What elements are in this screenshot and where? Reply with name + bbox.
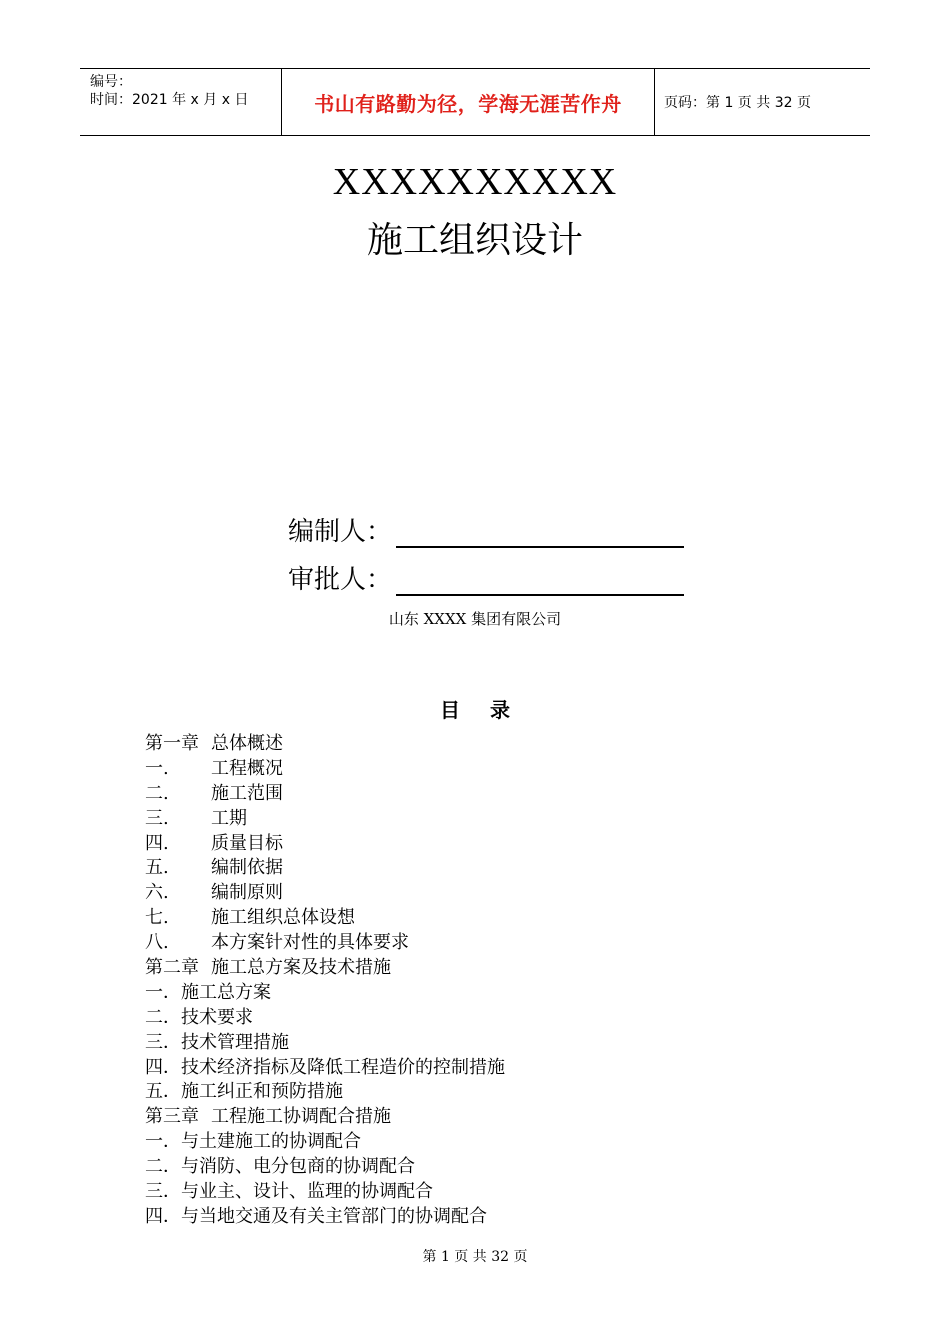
toc-item-number: 第二章 xyxy=(145,957,199,979)
toc-item[interactable] xyxy=(145,1180,505,1205)
toc-item-number: 一． xyxy=(145,981,181,1003)
toc-item-number: 三. xyxy=(145,807,169,829)
toc-item-number: 八. xyxy=(145,932,169,954)
toc-item-number: 一． xyxy=(145,1131,181,1153)
toc-item-number: 四． xyxy=(145,1205,181,1227)
toc-item-number: 二． xyxy=(145,1156,181,1178)
toc-item-text: 与消防、电分包商的协调配合 xyxy=(181,1156,415,1178)
toc-item[interactable] xyxy=(145,956,505,981)
toc-heading: 目录 xyxy=(440,698,540,722)
page-footer: 第 1 页 共 32 页 xyxy=(422,1249,528,1265)
header-page-cell xyxy=(655,69,870,135)
toc-item[interactable] xyxy=(145,732,505,757)
toc-item-text: 技术管理措施 xyxy=(181,1031,289,1053)
toc-item-text: 质量目标 xyxy=(211,832,283,854)
document-title: 施工组织设计 xyxy=(366,220,583,261)
header-info-cell xyxy=(80,69,282,135)
approver-signature-line xyxy=(396,564,684,596)
toc-item-number: 七. xyxy=(145,907,169,929)
toc-item-text: 编制依据 xyxy=(211,857,283,879)
table-of-contents xyxy=(145,732,505,1230)
toc-item-text: 工程概况 xyxy=(211,757,283,779)
toc-item-number: 二. xyxy=(145,782,169,804)
approver-label: 审批人： xyxy=(288,565,393,595)
toc-item-number: 一. xyxy=(145,757,169,779)
compiler-row xyxy=(288,508,684,548)
document-code: XXXXXXXXXX xyxy=(332,161,618,203)
header-table xyxy=(80,68,870,136)
approver-row xyxy=(288,556,684,596)
toc-item-text: 本方案针对性的具体要求 xyxy=(211,932,409,954)
toc-item-text: 工程施工协调配合措施 xyxy=(211,1106,391,1128)
toc-item-text: 施工总方案 xyxy=(181,981,271,1003)
toc-item-text: 编制原则 xyxy=(211,882,283,904)
toc-item[interactable] xyxy=(145,1056,505,1081)
toc-item-number: 第三章 xyxy=(145,1106,199,1128)
toc-item-text: 技术要求 xyxy=(181,1006,253,1028)
toc-item[interactable] xyxy=(145,782,505,807)
toc-item-number: 五． xyxy=(145,1081,181,1103)
toc-item[interactable] xyxy=(145,981,505,1006)
toc-item-number: 四． xyxy=(145,1056,181,1078)
toc-item[interactable] xyxy=(145,1080,505,1105)
toc-item-number: 四. xyxy=(145,832,169,854)
toc-item[interactable] xyxy=(145,807,505,832)
compiler-label: 编制人： xyxy=(288,517,393,547)
number-label: 编号： xyxy=(90,74,132,90)
toc-item[interactable] xyxy=(145,856,505,881)
toc-item-text: 工期 xyxy=(211,807,247,829)
compiler-signature-line xyxy=(396,516,684,548)
toc-item[interactable] xyxy=(145,1155,505,1180)
toc-item[interactable] xyxy=(145,757,505,782)
toc-item-text: 施工总方案及技术措施 xyxy=(211,957,391,979)
motto-text: 书山有路勤为径，学海无涯苦作舟 xyxy=(314,91,622,116)
toc-item[interactable] xyxy=(145,881,505,906)
toc-item[interactable] xyxy=(145,1006,505,1031)
toc-item-text: 与当地交通及有关主管部门的协调配合 xyxy=(181,1205,487,1227)
toc-item-text: 施工组织总体设想 xyxy=(211,907,355,929)
toc-item[interactable] xyxy=(145,832,505,857)
toc-item-text: 总体概述 xyxy=(211,733,283,754)
toc-item[interactable] xyxy=(145,1031,505,1056)
header-motto-cell xyxy=(282,69,655,135)
toc-item-number: 六. xyxy=(145,882,169,904)
toc-item-number: 第一章 xyxy=(145,733,199,754)
toc-item[interactable] xyxy=(145,906,505,931)
toc-item[interactable] xyxy=(145,1105,505,1130)
toc-item-number: 三． xyxy=(145,1181,181,1203)
toc-item-text: 与业主、设计、监理的协调配合 xyxy=(181,1181,433,1203)
toc-item-text: 与土建施工的协调配合 xyxy=(181,1131,361,1153)
toc-item[interactable] xyxy=(145,1205,505,1230)
toc-item-number: 三． xyxy=(145,1031,181,1053)
toc-item-text: 施工范围 xyxy=(211,782,283,804)
toc-item-number: 二． xyxy=(145,1006,181,1028)
toc-item-text: 技术经济指标及降低工程造价的控制措施 xyxy=(181,1056,505,1078)
toc-item-text: 施工纠正和预防措施 xyxy=(181,1081,343,1103)
time-label: 时间：2021 年 x 月 x 日 xyxy=(90,92,249,108)
page-info: 页码：第 1 页 共 32 页 xyxy=(664,95,811,111)
toc-item[interactable] xyxy=(145,931,505,956)
company-name: 山东 XXXX 集团有限公司 xyxy=(388,610,562,628)
toc-item[interactable] xyxy=(145,1130,505,1155)
toc-item-number: 五. xyxy=(145,857,169,879)
